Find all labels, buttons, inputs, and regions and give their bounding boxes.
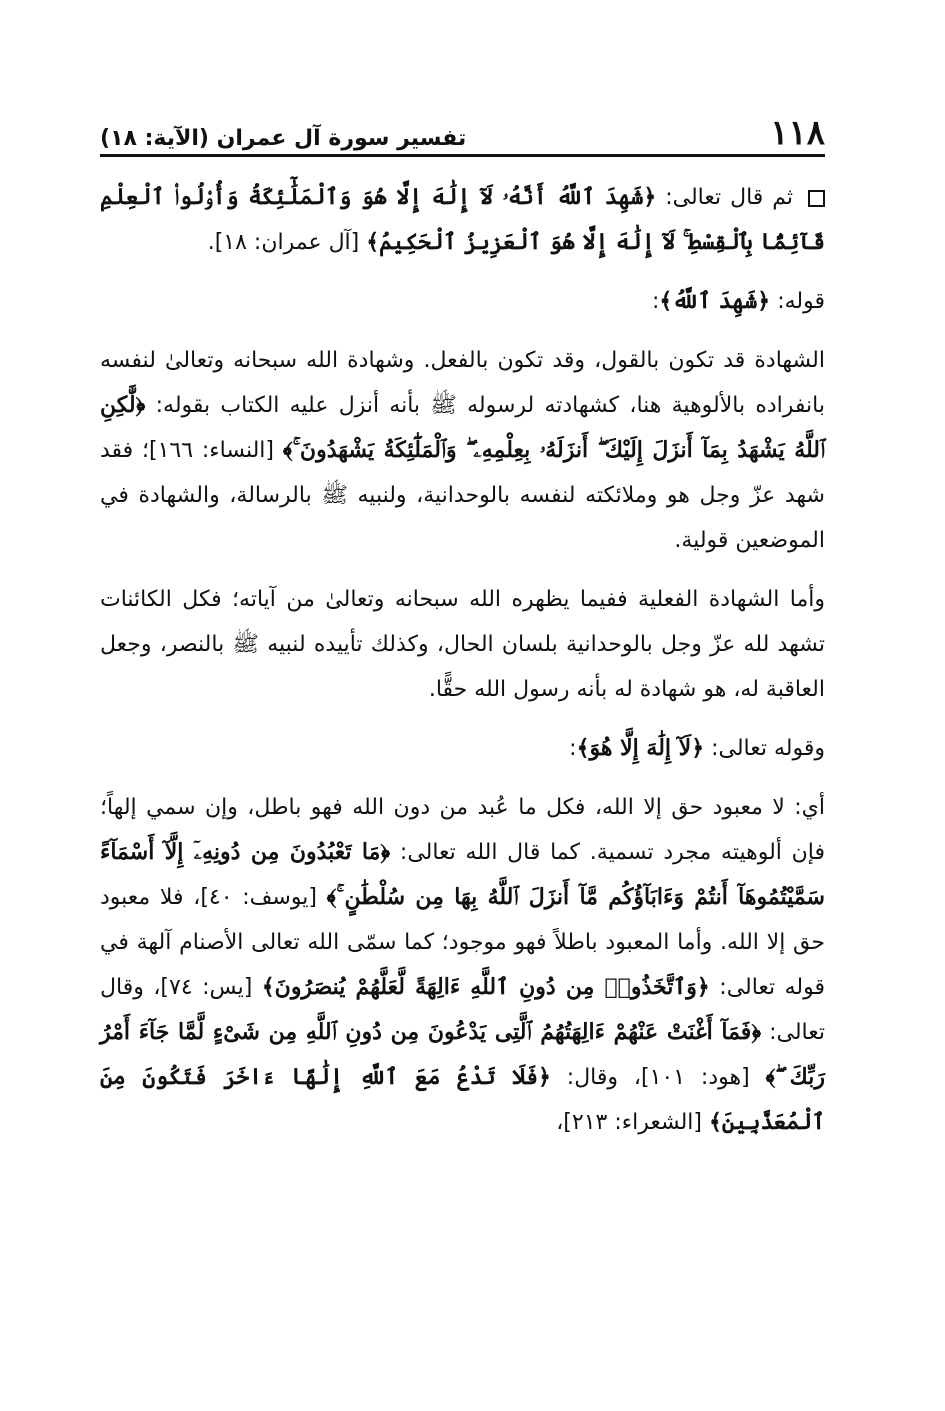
paragraph-3-text-2: فقد شهد عزّ وجل هو وملائكته لنفسه بالوحدانية، ولنبيه ﷺ بالرسالة، والشهادة في الموضعين قولية.: [100, 438, 825, 553]
paragraph-6-text-3: وقال تعالى:: [100, 975, 825, 1045]
paragraph-6-text-4: وقال:: [566, 1065, 619, 1090]
paragraph-2-lead: قوله:: [777, 289, 825, 314]
paragraph-1-lead: ثم قال تعالى:: [665, 185, 794, 210]
colon: :: [651, 289, 660, 314]
verse-reference: [يس: ٧٤]،: [153, 975, 253, 1000]
page-header: [100, 100, 825, 157]
colon: :: [569, 736, 577, 761]
verse-reference: [هود: ١٠١]،: [633, 1065, 750, 1090]
verse-reference: [الشعراء: ٢١٣]،: [556, 1110, 702, 1135]
page-body: [100, 175, 825, 1159]
page-number: ١١٨: [770, 113, 825, 153]
paragraph-5-lead: وقوله تعالى:: [711, 736, 825, 761]
quran-verse: ﴿شَهِدَ ٱللَّهُ أَنَّهُۥ لَآ إِلَٰهَ إِلَّا هُوَ وَٱلْمَلَٰٓئِكَةُ وَأُو۟لُوا۟ ٱلْعِلْمِ قَآئِمًۢا بِٱلْقِسْطِ ۚ لَآ إِلَٰهَ إِلَّا هُوَ ٱلْعَزِيزُ ٱلْحَكِيمُ﴾: [100, 184, 825, 255]
paragraph-1: [100, 175, 825, 265]
quran-verse: ﴿وَٱتَّخَذُوا۟ مِن دُونِ ٱللَّهِ ءَالِهَةً لَّعَلَّهُمْ يُنصَرُونَ﴾: [261, 974, 710, 1000]
quran-verse: ﴿لَآ إِلَٰهَ إِلَّا هُوَ﴾: [576, 735, 705, 761]
paragraph-4: [100, 577, 825, 712]
paragraph-5: [100, 726, 825, 771]
quran-verse: ﴿فَمَآ أَغْنَتْ عَنْهُمْ ءَالِهَتُهُمُ ٱلَّتِى يَدْعُونَ مِن دُونِ ٱللَّهِ مِن شَىْءٍ لَّمَّا جَآءَ أَمْرُ رَبِّكَ ۖ﴾: [100, 1019, 825, 1090]
quran-verse: ﴿لَّٰكِنِ ٱللَّهُ يَشْهَدُ بِمَآ أَنزَلَ إِلَيْكَ ۖ أَنزَلَهُۥ بِعِلْمِهِۦ ۖ وَٱلْمَلَٰٓئِكَةُ يَشْهَدُونَ ۚ﴾: [100, 392, 826, 463]
quran-verse: ﴿فَلَا تَدْعُ مَعَ ٱللَّهِ إِلَٰهًا ءَاخَرَ فَتَكُونَ مِنَ ٱلْمُعَذَّبِينَ﴾: [100, 1064, 825, 1135]
paragraph-3: [100, 338, 825, 563]
verse-reference: [النساء: ١٦٦]؛: [142, 438, 275, 463]
paragraph-2: [100, 279, 825, 324]
paragraph-6-text-1: أي: لا معبود حق إلا الله، فكل ما عُبد من دون الله فهو باطل، وإن سمي إلهاً؛ فإن ألوهيته مجرد تسمية. كما قال الله تعالى:: [100, 795, 825, 865]
quran-verse: ﴿مَا تَعْبُدُونَ مِن دُونِهِۦٓ إِلَّآ أَسْمَآءً سَمَّيْتُمُوهَآ أَنتُمْ وَءَابَآؤُكُم مَّآ أَنزَلَ ٱللَّهُ بِهَا مِن سُلْطَٰنٍ ۚ﴾: [100, 839, 825, 910]
paragraph-6-text-2: فلا معبود حق إلا الله. وأما المعبود باطلاً فهو موجود؛ كما سمّى الله تعالى الأصنام آلهة في قوله تعالى:: [100, 885, 826, 1000]
quran-verse: ﴿شَهِدَ ٱللَّهُ﴾: [659, 288, 771, 314]
verse-reference: [آل عمران: ١٨].: [207, 230, 360, 255]
verse-reference: [يوسف: ٤٠]،: [193, 885, 317, 910]
square-bullet-icon: [808, 190, 825, 207]
paragraph-3-text-1: الشهادة قد تكون بالقول، وقد تكون بالفعل. وشهادة الله سبحانه وتعالىٰ لنفسه بانفراده بالألوهية هنا، كشهادته لرسوله ﷺ بأنه أنزل عليه الكتاب بقوله:: [100, 348, 826, 418]
paragraph-4-text: وأما الشهادة الفعلية ففيما يظهره الله سبحانه وتعالىٰ من آياته؛ فكل الكائنات تشهد لله عزّ وجل بالوحدانية بلسان الحال، وكذلك تأييده لنبيه ﷺ بالنصر، وجعل العاقبة له، هو شهادة له بأنه رسول الله حقًّا.: [100, 587, 825, 702]
paragraph-6: [100, 785, 825, 1145]
running-title: تفسير سورة آل عمران (الآية: ١٨): [100, 126, 467, 151]
